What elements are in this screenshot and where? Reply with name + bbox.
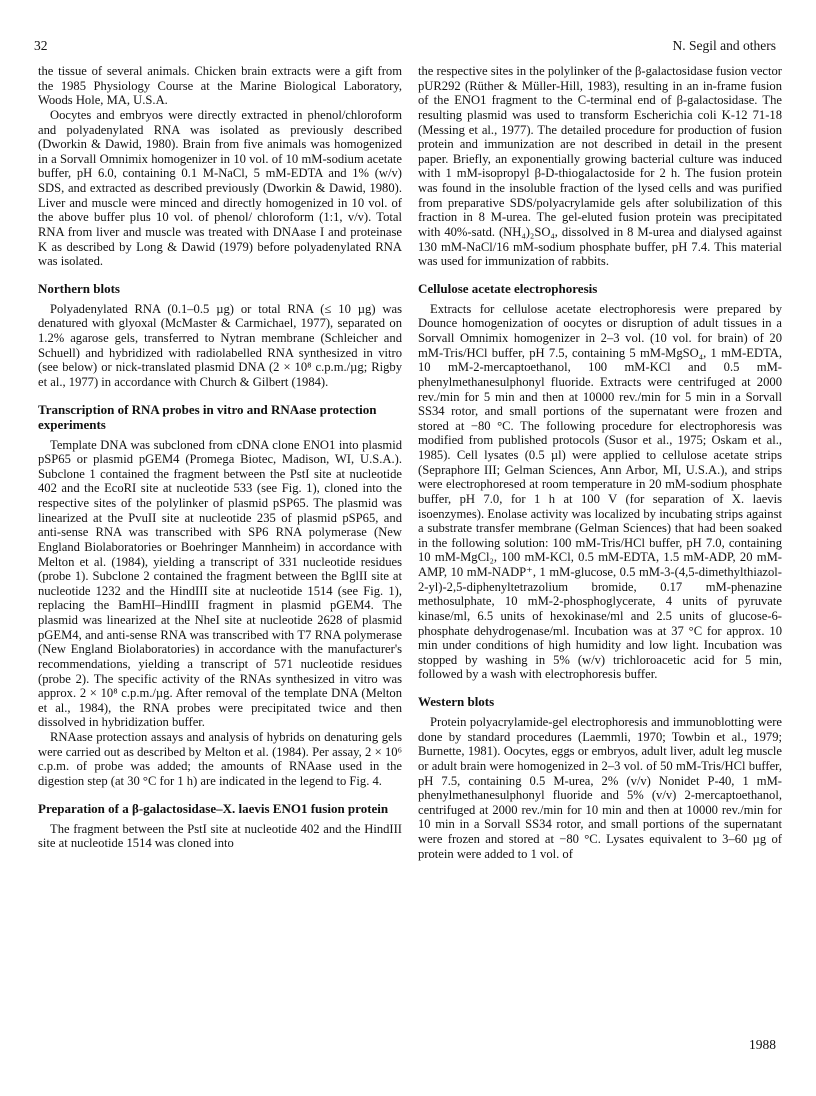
page-number: 32 bbox=[34, 38, 48, 53]
paragraph: RNAase protection assays and analysis of hybrids on denaturing gels were carried out as described by Melton et al. (1984). Per assay, 2 × 10⁶ c.p.m. of probe was added; the amounts of RNAase used in the digestion step (at 30 °C for 1 h) are indicated in the legend to Fig. 4. bbox=[38, 730, 402, 788]
paragraph: Polyadenylated RNA (0.1–0.5 µg) or total RNA (≤ 10 µg) was denatured with glyoxal (McMaster & Carmichael, 1977), separated on 1.2% agarose gels, transferred to Nytran membrane (Schleicher and Schuell) and hybridized with radiolabelled RNA synthesized in vitro (see below) or nick-translated plasmid DNA (2 × 10⁸ c.p.m./µg; Rigby et al., 1977) in accordance with Church & Gilbert (1984). bbox=[38, 301, 402, 389]
paragraph: the tissue of several animals. Chicken brain extracts were a gift from the 1985 Physiology Course at the Marine Biological Laboratory, Woods Hole, MA, U.S.A. bbox=[38, 64, 402, 108]
section-heading: Western blots bbox=[418, 694, 495, 709]
paragraph: the respective sites in the polylinker of the β-galactosidase fusion vector pUR292 (Rüther & Müller-Hill, 1983), resulting in an in-frame fusion of the ENO1 fragment to the C-terminal end of β-galactosidase. The resulting plasmid was used to transform Escherichia coli K-12 71-18 (Messing et al., 1977). The detailed procedure for production of fusion protein and immunization are not described in detail in the present paper. Briefly, an exponentially growing bacterial culture was induced with 1 mM-isopropyl β-D-thiogalactoside for 2 h. The fusion protein was found in the insoluble fraction of the lysed cells and was purified from preparative SDS/polyacrylamide gels after solubilization of this fraction in 8 M-urea. The gel-eluted fusion protein was precipitated with 40%-satd. (NH₄)₂SO₄, dissolved in 8 M-urea and dialysed against 130 mM-NaCl/16 mM-sodium phosphate buffer, pH 7.4. This material was used for immunization of rabbits. bbox=[418, 64, 782, 269]
section-heading: Preparation of a β-galactosidase–X. laevis ENO1 fusion protein bbox=[38, 800, 389, 816]
section-heading: Transcription of RNA probes in vitro and RNAase protection experiments bbox=[38, 401, 377, 432]
left-column bbox=[38, 64, 402, 851]
section-heading: Northern blots bbox=[38, 280, 120, 296]
paragraph: Extracts for cellulose acetate electrophoresis were prepared by Dounce homogenization of oocytes or disruption of adult tissues in a Sorvall Omnimix homogenizer in 2–3 vol. (10 vol. for brain) of 20 mM-Tris/HCl buffer, pH 7.5, containing 5 mM-MgSO₄, 1 mM-EDTA, 10 mM-2-mercaptoethanol, 100 mM-KCl and 0.5 mM-phenylmethanesulphonyl fluoride. Extracts were centrifuged at 2000 rev./min for 5 min and then at 10000 rev./min for 5 min in a Sorvall SS34 rotor, and small portions of the supernatant were frozen and stored at −80 °C. The following procedure for electrophoresis was modified from published protocols (Susor et al., 1975; Oskam et al., 1985). Cell lysates (0.5 µl) were applied to cellulose acetate strips (Sepraphore III; Gelman Sciences, Ann Arbor, MI, U.S.A.), and strips were electrophoresed at room temperature in 20 mM-sodium phosphate buffer, pH 7.0, for 1 h at 100 V (for separation of X. laevis isoenzymes). Enolase activity was localized by incubating strips against a substrate transfer membrane (Gelman Sciences) that had been soaked in the following solution: 100 mM-Tris/HCl buffer, pH 7.0, containing 10 mM-MgCl₂, 100 mM-KCl, 0.5 mM-EDTA, 1.5 mM-ADP, 20 mM-AMP, 10 mM-NADP⁺, 1 mM-glucose, 0.5 mM-3-(4,5-dimethylthiazol-2-yl)-2,5-diphenyltetrazolium bromide, 0.17 mM-phenazine methosulphate, 10 mM-2-phosphoglycerate, 4 units of pyruvate kinase/ml, 6.5 units of hexokinase/ml and 2.5 units of glucose-6-phosphate dehydrogenase/ml. Incubation was at 37 °C for approx. 10 min under conditions of high humidity and low light. Incubation was stopped by washing in 5% (w/v) trichloroacetic acid for 5 min, followed by a wash with electrophoresis buffer. bbox=[418, 301, 782, 682]
page-footer-year: 1988 bbox=[749, 1037, 776, 1052]
paragraph: Oocytes and embryos were directly extracted in phenol/chloroform and polyadenylated RNA was isolated as previously described (Dworkin & Dawid, 1980). Brain from five animals was homogenized in a Sorvall Omnimix homogenizer in 10 vol. of 10 mM-sodium acetate buffer, pH 6.0, containing 0.1 M-NaCl, 5 mM-EDTA and 1% (w/v) SDS, and extracted as described previously (Dworkin & Dawid, 1980). Liver and muscle were minced and directly homogenized in 10 vol. of the above buffer plus 10 vol. of phenol/ chloroform (1:1, v/v). Total RNA from liver and muscle was treated with DNAase I and proteinase K as described by Long & Dawid (1979) before polyadenylated RNA was isolated. bbox=[38, 107, 402, 269]
paragraph: The fragment between the PstI site at nucleotide 402 and the HindIII site at nucleotide 1514 was cloned into bbox=[38, 821, 402, 851]
right-column bbox=[418, 64, 782, 861]
running-head: N. Segil and others bbox=[672, 38, 776, 53]
section-heading: Cellulose acetate electrophoresis bbox=[418, 280, 598, 296]
paragraph: Protein polyacrylamide-gel electrophoresis and immunoblotting were done by standard procedures (Laemmli, 1970; Towbin et al., 1979; Burnette, 1981). Oocytes, eggs or embryos, adult liver, adult leg muscle or adult brain were homogenized in 2–3 vol. of 50 mM-Tris/HCl buffer, pH 7.5, containing 0.5 M-urea, 2% (v/v) Nonidet P-40, 1 mM-phenylmethanesulphonyl fluoride and 5% (v/v) 2-mercaptoethanol, centrifuged at 2000 rev./min for 10 min and then at 10000 rev./min for 10 min in a Sorvall SS34 rotor, and small portions of the supernatant were frozen and stored at −80 °C. Lysates equivalent to 3–60 µg of protein were added to 1 vol. of bbox=[418, 715, 782, 861]
paragraph: Template DNA was subcloned from cDNA clone ENO1 into plasmid pSP65 or plasmid pGEM4 (Promega Biotec, Madison, WI, U.S.A.). Subclone 1 contained the fragment between the PstI site at nucleotide 402 and the EcoRI site at nucleotide 533 (see Fig. 1), cloned into the respective sites of the polylinker of plasmid pSP65. The plasmid was linearized at the PvuII site at nucleotide 235 of plasmid pSP65, and anti-sense RNA was transcribed with SP6 RNA polymerase (New England Biolaboratories or Boehringer Mannheim) in accordance with Melton et al. (1984), yielding a transcript of 331 nucleotide residues (probe 1). Subclone 2 contained the fragment between the BglII site at nucleotide 1232 and the HindIII site at nucleotide 1514 (see Fig. 1), replacing the BamHI–HindIII fragment in plasmid pGEM4. The plasmid was linearized at the NheI site at nucleotide 2628 of plasmid pGEM4, and anti-sense RNA was transcribed with T7 RNA polymerase (New England Biolaboratories) in accordance with the manufacturer's recommendations, yielding a transcript of 571 nucleotide residues (probe 2). The specific activity of the RNAs synthesized in vitro was approx. 2 × 10⁸ c.p.m./µg. After removal of the template DNA (Melton et al., 1984), the RNA probes were precipitated twice and then dissolved in hybridization buffer. bbox=[38, 437, 402, 730]
